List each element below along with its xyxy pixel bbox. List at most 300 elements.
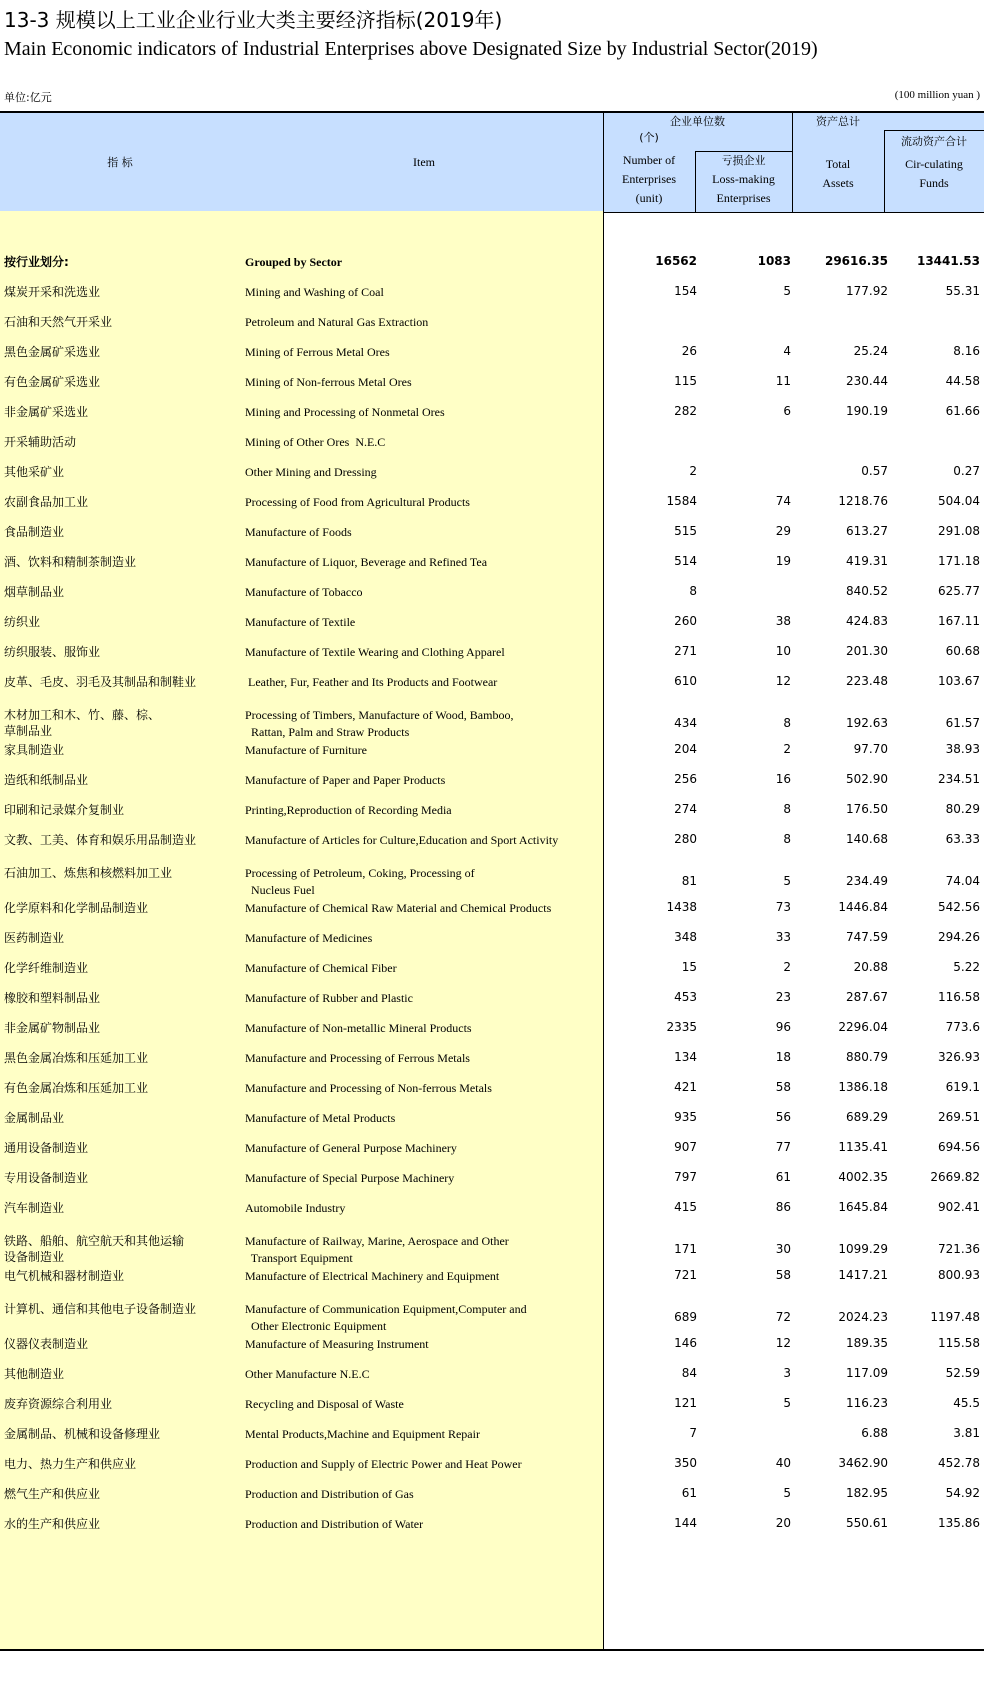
- row-name-en: Manufacture of Textile Wearing and Clothing Apparel: [245, 645, 505, 659]
- row-name-en: Manufacture of Chemical Fiber: [245, 961, 397, 975]
- row-name-en: Manufacture of Metal Products: [245, 1111, 396, 1125]
- row-name-en: Leather, Fur, Feather and Its Products and Footwear: [245, 675, 498, 689]
- cell-circulating-funds: 902.41: [938, 1200, 980, 1214]
- cell-total-assets: 4002.35: [838, 1170, 888, 1184]
- row-name-en: Production and Supply of Electric Power and Heat Power: [245, 1457, 522, 1471]
- row-name-en: Production and Distribution of Gas: [245, 1487, 414, 1501]
- cell-num-enterprises: 348: [674, 930, 697, 944]
- cell-circulating-funds: 694.56: [938, 1140, 980, 1154]
- cell-loss-making: 18: [775, 1050, 791, 1064]
- cell-circulating-funds: 63.33: [945, 832, 980, 846]
- table-row: [0, 614, 984, 646]
- row-name-cn: 废弃资源综合利用业: [4, 1397, 113, 1411]
- cell-num-enterprises: 16562: [655, 254, 697, 268]
- table-row: [0, 584, 984, 616]
- cell-total-assets: 3462.90: [838, 1456, 888, 1470]
- row-name-cn: 纺织服装、服饰业: [4, 645, 101, 659]
- cell-loss-making: 29: [775, 524, 791, 538]
- cell-total-assets: 1446.84: [838, 900, 888, 914]
- cell-num-enterprises: 81: [681, 874, 697, 888]
- row-name-en: Production and Distribution of Water: [245, 1517, 424, 1531]
- cell-num-enterprises: 144: [674, 1516, 697, 1530]
- row-name-cn: 印刷和记录媒介复制业: [4, 803, 125, 817]
- cell-num-enterprises: 689: [674, 1310, 697, 1324]
- row-name-cn: 电力、热力生产和供应业: [4, 1457, 137, 1471]
- cell-circulating-funds: 625.77: [938, 584, 980, 598]
- cell-total-assets: 177.92: [846, 284, 888, 298]
- table-row: [0, 704, 984, 744]
- table-row: [0, 1426, 984, 1458]
- cell-total-assets: 613.27: [846, 524, 888, 538]
- cell-loss-making: 56: [775, 1110, 791, 1124]
- table-row: [0, 284, 984, 316]
- table-row: [0, 960, 984, 992]
- cell-num-enterprises: 8: [689, 584, 697, 598]
- page-title-cn: 13-3 规模以上工业企业行业大类主要经济指标(2019年): [4, 8, 503, 32]
- cell-loss-making: 58: [775, 1268, 791, 1282]
- cell-circulating-funds: 61.66: [945, 404, 980, 418]
- cell-num-enterprises: 280: [674, 832, 697, 846]
- cell-circulating-funds: 44.58: [945, 374, 980, 388]
- row-name-cn: 黑色金属冶炼和压延加工业: [4, 1051, 149, 1065]
- cell-circulating-funds: 171.18: [938, 554, 980, 568]
- cell-total-assets: 550.61: [846, 1516, 888, 1530]
- unit-label-cn: 单位:亿元: [4, 91, 52, 104]
- cell-total-assets: 201.30: [846, 644, 888, 658]
- cell-loss-making: 8: [783, 832, 791, 846]
- header-loss-making-cn: 亏损企业: [721, 154, 766, 167]
- cell-loss-making: 12: [775, 1336, 791, 1350]
- table-row: [0, 1516, 984, 1548]
- header-circulating-en: Cir-culating Funds: [905, 157, 963, 190]
- row-name-en: Mining and Washing of Coal: [245, 285, 384, 299]
- cell-loss-making: 3: [783, 1366, 791, 1380]
- cell-num-enterprises: 204: [674, 742, 697, 756]
- cell-num-enterprises: 350: [674, 1456, 697, 1470]
- row-name-cn: 其他采矿业: [4, 465, 65, 479]
- cell-loss-making: 16: [775, 772, 791, 786]
- cell-loss-making: 61: [775, 1170, 791, 1184]
- row-name-en: Manufacture of Communication Equipment,Computer and Other Electronic Equipment: [245, 1302, 527, 1333]
- cell-loss-making: 86: [775, 1200, 791, 1214]
- row-name-en: Other Mining and Dressing: [245, 465, 377, 479]
- table-row: [0, 1486, 984, 1518]
- row-name-en: Manufacture of Medicines: [245, 931, 373, 945]
- table-row: [0, 554, 984, 586]
- row-name-en: Manufacture of Liquor, Beverage and Refined Tea: [245, 555, 488, 569]
- row-name-en: Manufacture of General Purpose Machinery: [245, 1141, 457, 1155]
- row-name-cn: 非金属矿物制品业: [4, 1021, 101, 1035]
- cell-circulating-funds: 103.67: [938, 674, 980, 688]
- row-name-cn: 造纸和纸制品业: [4, 773, 89, 787]
- table-row: [0, 990, 984, 1022]
- cell-circulating-funds: 55.31: [945, 284, 980, 298]
- unit-label-en: (100 million yuan ): [894, 89, 980, 101]
- cell-circulating-funds: 52.59: [945, 1366, 980, 1380]
- row-name-en: Petroleum and Natural Gas Extraction: [245, 315, 429, 329]
- table-row: [0, 464, 984, 496]
- row-name-cn: 其他制造业: [4, 1367, 65, 1381]
- row-name-cn: 纺织业: [4, 615, 41, 629]
- cell-total-assets: 1386.18: [838, 1080, 888, 1094]
- row-name-en: Processing of Timbers, Manufacture of Wood, Bamboo, Rattan, Palm and Straw Products: [245, 708, 514, 739]
- cell-circulating-funds: 452.78: [938, 1456, 980, 1470]
- row-name-en: Processing of Petroleum, Coking, Processing of Nucleus Fuel: [245, 866, 475, 897]
- cell-total-assets: 29616.35: [824, 254, 888, 268]
- cell-loss-making: 30: [775, 1242, 791, 1256]
- row-name-cn: 电气机械和器材制造业: [4, 1269, 125, 1283]
- table-row: [0, 1140, 984, 1172]
- table-row: [0, 374, 984, 406]
- row-name-en: Manufacture and Processing of Ferrous Metals: [245, 1051, 470, 1065]
- cell-loss-making: 73: [775, 900, 791, 914]
- cell-circulating-funds: 326.93: [938, 1050, 980, 1064]
- row-name-cn: 石油加工、炼焦和核燃料加工业: [4, 866, 173, 880]
- row-name-en: Manufacture of Special Purpose Machinery: [245, 1171, 455, 1185]
- cell-loss-making: 1083: [757, 254, 791, 268]
- table-row: [0, 1020, 984, 1052]
- table-row: [0, 1110, 984, 1142]
- cell-circulating-funds: 115.58: [938, 1336, 980, 1350]
- row-name-cn: 汽车制造业: [4, 1201, 65, 1215]
- table-row: [0, 802, 984, 834]
- row-name-cn: 有色金属矿采选业: [4, 375, 101, 389]
- cell-num-enterprises: 84: [681, 1366, 697, 1380]
- row-name-cn: 化学原料和化学制品制造业: [4, 901, 149, 915]
- table-row: [0, 404, 984, 436]
- header-indicator-cn: 指 标: [107, 156, 133, 169]
- row-name-cn: 化学纤维制造业: [4, 961, 89, 975]
- row-name-en: Grouped by Sector: [245, 255, 343, 269]
- cell-circulating-funds: 721.36: [938, 1242, 980, 1256]
- cell-loss-making: 38: [775, 614, 791, 628]
- cell-total-assets: 0.57: [861, 464, 888, 478]
- cell-total-assets: 230.44: [846, 374, 888, 388]
- cell-loss-making: 8: [783, 802, 791, 816]
- cell-loss-making: 74: [775, 494, 791, 508]
- cell-circulating-funds: 74.04: [945, 874, 980, 888]
- cell-total-assets: 1099.29: [838, 1242, 888, 1256]
- table-bottom-rule: [0, 1649, 984, 1651]
- cell-circulating-funds: 773.6: [945, 1020, 980, 1034]
- cell-loss-making: 5: [783, 284, 791, 298]
- row-name-cn: 仪器仪表制造业: [4, 1337, 89, 1351]
- cell-circulating-funds: 542.56: [938, 900, 980, 914]
- cell-loss-making: 12: [775, 674, 791, 688]
- cell-total-assets: 234.49: [846, 874, 888, 888]
- cell-total-assets: 192.63: [846, 716, 888, 730]
- row-name-en: Recycling and Disposal of Waste: [245, 1397, 404, 1411]
- row-name-cn: 家具制造业: [4, 743, 65, 757]
- row-name-cn: 石油和天然气开采业: [4, 315, 113, 329]
- cell-circulating-funds: 38.93: [945, 742, 980, 756]
- cell-total-assets: 189.35: [846, 1336, 888, 1350]
- cell-circulating-funds: 54.92: [945, 1486, 980, 1500]
- cell-num-enterprises: 171: [674, 1242, 697, 1256]
- row-name-en: Manufacture of Articles for Culture,Education and Sport Activity: [245, 833, 559, 847]
- table-row: [0, 772, 984, 804]
- cell-total-assets: 1135.41: [838, 1140, 888, 1154]
- row-name-cn: 医药制造业: [4, 931, 65, 945]
- row-name-cn: 黑色金属矿采选业: [4, 345, 101, 359]
- cell-total-assets: 502.90: [846, 772, 888, 786]
- cell-circulating-funds: 5.22: [953, 960, 980, 974]
- cell-total-assets: 116.23: [846, 1396, 888, 1410]
- cell-total-assets: 424.83: [846, 614, 888, 628]
- cell-circulating-funds: 2669.82: [930, 1170, 980, 1184]
- cell-num-enterprises: 907: [674, 1140, 697, 1154]
- table-row: [0, 1230, 984, 1270]
- table-header: [0, 111, 984, 213]
- cell-num-enterprises: 515: [674, 524, 697, 538]
- row-name-cn: 木材加工和木、竹、藤、棕、 草制品业: [4, 708, 161, 738]
- cell-circulating-funds: 800.93: [938, 1268, 980, 1282]
- row-name-cn: 铁路、船舶、航空航天和其他运输 设备制造业: [4, 1234, 185, 1264]
- cell-circulating-funds: 3.81: [953, 1426, 980, 1440]
- cell-loss-making: 72: [775, 1310, 791, 1324]
- cell-num-enterprises: 434: [674, 716, 697, 730]
- cell-circulating-funds: 60.68: [945, 644, 980, 658]
- row-name-cn: 有色金属冶炼和压延加工业: [4, 1081, 149, 1095]
- cell-total-assets: 223.48: [846, 674, 888, 688]
- table-row: [0, 1080, 984, 1112]
- cell-circulating-funds: 0.27: [953, 464, 980, 478]
- cell-total-assets: 190.19: [846, 404, 888, 418]
- cell-total-assets: 287.67: [846, 990, 888, 1004]
- cell-num-enterprises: 421: [674, 1080, 697, 1094]
- row-name-en: Mining and Processing of Nonmetal Ores: [245, 405, 445, 419]
- cell-num-enterprises: 1584: [666, 494, 697, 508]
- cell-circulating-funds: 80.29: [945, 802, 980, 816]
- cell-loss-making: 5: [783, 874, 791, 888]
- table-row: [0, 900, 984, 932]
- cell-num-enterprises: 514: [674, 554, 697, 568]
- cell-loss-making: 40: [775, 1456, 791, 1470]
- row-name-cn: 金属制品业: [4, 1111, 65, 1125]
- cell-total-assets: 140.68: [846, 832, 888, 846]
- table-row: [0, 1366, 984, 1398]
- cell-circulating-funds: 61.57: [945, 716, 980, 730]
- cell-total-assets: 747.59: [846, 930, 888, 944]
- row-name-cn: 酒、饮料和精制茶制造业: [4, 555, 137, 569]
- row-name-en: Automobile Industry: [245, 1201, 346, 1215]
- row-name-cn: 计算机、通信和其他电子设备制造业: [4, 1302, 197, 1316]
- cell-loss-making: 33: [775, 930, 791, 944]
- cell-total-assets: 20.88: [853, 960, 888, 974]
- cell-loss-making: 6: [783, 404, 791, 418]
- row-name-en: Manufacture of Foods: [245, 525, 352, 539]
- cell-loss-making: 96: [775, 1020, 791, 1034]
- table-row: [0, 674, 984, 706]
- cell-num-enterprises: 2: [689, 464, 697, 478]
- table-row: [0, 832, 984, 864]
- row-name-en: Manufacture of Non-metallic Mineral Products: [245, 1021, 472, 1035]
- cell-num-enterprises: 2335: [666, 1020, 697, 1034]
- cell-circulating-funds: 291.08: [938, 524, 980, 538]
- row-name-en: Printing,Reproduction of Recording Media: [245, 803, 452, 817]
- cell-total-assets: 2296.04: [838, 1020, 888, 1034]
- row-name-en: Manufacture and Processing of Non-ferrous Metals: [245, 1081, 492, 1095]
- cell-loss-making: 11: [775, 374, 791, 388]
- header-total-assets-en: Total Assets: [822, 157, 854, 190]
- cell-num-enterprises: 1438: [666, 900, 697, 914]
- row-name-en: Manufacture of Textile: [245, 615, 356, 629]
- cell-num-enterprises: 935: [674, 1110, 697, 1124]
- cell-num-enterprises: 7: [689, 1426, 697, 1440]
- row-name-en: Manufacture of Railway, Marine, Aerospace and Other Transport Equipment: [245, 1234, 509, 1265]
- cell-loss-making: 2: [783, 960, 791, 974]
- cell-circulating-funds: 45.5: [953, 1396, 980, 1410]
- header-loss-making-en: Loss-making Enterprises: [712, 172, 775, 205]
- row-name-en: Mining of Other Ores N.E.C: [245, 435, 386, 449]
- row-name-cn: 农副食品加工业: [4, 495, 89, 509]
- cell-total-assets: 6.88: [861, 1426, 888, 1440]
- row-name-en: Manufacture of Furniture: [245, 743, 367, 757]
- row-name-en: Other Manufacture N.E.C: [245, 1367, 370, 1381]
- page-title-en: Main Economic indicators of Industrial Enterprises above Designated Size by Industrial Sector(2019): [4, 38, 818, 60]
- cell-num-enterprises: 154: [674, 284, 697, 298]
- table-row: [0, 1396, 984, 1428]
- cell-loss-making: 19: [775, 554, 791, 568]
- cell-total-assets: 1218.76: [838, 494, 888, 508]
- cell-num-enterprises: 282: [674, 404, 697, 418]
- cell-total-assets: 97.70: [853, 742, 888, 756]
- table-row: [0, 1456, 984, 1488]
- cell-total-assets: 880.79: [846, 1050, 888, 1064]
- row-name-cn: 烟草制品业: [4, 585, 65, 599]
- row-name-cn: 开采辅助活动: [4, 435, 77, 449]
- cell-loss-making: 5: [783, 1486, 791, 1500]
- cell-loss-making: 77: [775, 1140, 791, 1154]
- cell-loss-making: 8: [783, 716, 791, 730]
- cell-num-enterprises: 260: [674, 614, 697, 628]
- header-num-enterprises-cn: 企业单位数: [670, 115, 725, 128]
- cell-total-assets: 182.95: [846, 1486, 888, 1500]
- header-item-en: Item: [413, 155, 435, 169]
- cell-circulating-funds: 234.51: [938, 772, 980, 786]
- cell-total-assets: 117.09: [846, 1366, 888, 1380]
- cell-num-enterprises: 115: [674, 374, 697, 388]
- cell-circulating-funds: 167.11: [938, 614, 980, 628]
- row-name-cn: 专用设备制造业: [4, 1171, 89, 1185]
- header-total-assets-cn: 资产总计: [816, 115, 860, 128]
- cell-loss-making: 23: [775, 990, 791, 1004]
- table-row: [0, 930, 984, 962]
- cell-num-enterprises: 415: [674, 1200, 697, 1214]
- cell-total-assets: 1417.21: [838, 1268, 888, 1282]
- cell-loss-making: 4: [783, 344, 791, 358]
- cell-circulating-funds: 504.04: [938, 494, 980, 508]
- table-row: [0, 742, 984, 774]
- table-row: [0, 1170, 984, 1202]
- cell-circulating-funds: 8.16: [953, 344, 980, 358]
- cell-loss-making: 20: [775, 1516, 791, 1530]
- row-name-en: Manufacture of Measuring Instrument: [245, 1337, 429, 1351]
- cell-total-assets: 25.24: [853, 344, 888, 358]
- cell-total-assets: 1645.84: [838, 1200, 888, 1214]
- row-name-en: Processing of Food from Agricultural Products: [245, 495, 470, 509]
- table-row: [0, 1268, 984, 1300]
- cell-total-assets: 2024.23: [838, 1310, 888, 1324]
- cell-num-enterprises: 453: [674, 990, 697, 1004]
- cell-circulating-funds: 619.1: [945, 1080, 980, 1094]
- cell-num-enterprises: 26: [681, 344, 697, 358]
- cell-circulating-funds: 135.86: [938, 1516, 980, 1530]
- table-row: [0, 1050, 984, 1082]
- row-name-cn: 橡胶和塑料制品业: [4, 991, 101, 1005]
- row-name-cn: 燃气生产和供应业: [4, 1487, 101, 1501]
- row-name-en: Mining of Ferrous Metal Ores: [245, 345, 390, 359]
- table-row: [0, 494, 984, 526]
- table-row: [0, 524, 984, 556]
- table-row: [0, 344, 984, 376]
- cell-num-enterprises: 256: [674, 772, 697, 786]
- cell-circulating-funds: 1197.48: [930, 1310, 980, 1324]
- table-row: [0, 644, 984, 676]
- row-name-en: Manufacture of Tobacco: [245, 585, 363, 599]
- cell-circulating-funds: 116.58: [938, 990, 980, 1004]
- row-name-cn: 金属制品、机械和设备修理业: [4, 1427, 161, 1441]
- cell-total-assets: 840.52: [846, 584, 888, 598]
- row-name-en: Mental Products,Machine and Equipment Repair: [245, 1427, 480, 1441]
- cell-loss-making: 2: [783, 742, 791, 756]
- table-row: [0, 1336, 984, 1368]
- row-name-cn: 煤炭开采和洗选业: [4, 285, 101, 299]
- header-num-enterprises-unit: (个): [639, 131, 659, 144]
- header-num-enterprises-en: Number of Enterprises (unit): [622, 153, 676, 205]
- row-name-en: Manufacture of Paper and Paper Products: [245, 773, 446, 787]
- cell-circulating-funds: 294.26: [938, 930, 980, 944]
- table-row: [0, 862, 984, 902]
- row-name-en: Manufacture of Electrical Machinery and Equipment: [245, 1269, 500, 1283]
- cell-num-enterprises: 15: [681, 960, 697, 974]
- header-circulating-cn: 流动资产合计: [901, 135, 967, 148]
- cell-num-enterprises: 146: [674, 1336, 697, 1350]
- cell-circulating-funds: 269.51: [938, 1110, 980, 1124]
- row-name-cn: 文教、工美、体育和娱乐用品制造业: [4, 833, 197, 847]
- cell-num-enterprises: 721: [674, 1268, 697, 1282]
- cell-num-enterprises: 610: [674, 674, 697, 688]
- row-name-cn: 皮革、毛皮、羽毛及其制品和制鞋业: [4, 675, 197, 689]
- row-name-cn: 食品制造业: [4, 525, 65, 539]
- row-name-en: Manufacture of Rubber and Plastic: [245, 991, 413, 1005]
- row-name-cn: 通用设备制造业: [4, 1141, 89, 1155]
- cell-num-enterprises: 121: [674, 1396, 697, 1410]
- row-name-en: Mining of Non-ferrous Metal Ores: [245, 375, 412, 389]
- cell-num-enterprises: 134: [674, 1050, 697, 1064]
- row-name-en: Manufacture of Chemical Raw Material and Chemical Products: [245, 901, 552, 915]
- cell-num-enterprises: 61: [681, 1486, 697, 1500]
- row-name-cn: 非金属矿采选业: [4, 405, 89, 419]
- table-row: [0, 1298, 984, 1338]
- cell-loss-making: 10: [775, 644, 791, 658]
- cell-loss-making: 58: [775, 1080, 791, 1094]
- cell-num-enterprises: 274: [674, 802, 697, 816]
- table-row: [0, 1200, 984, 1232]
- table-row: [0, 434, 984, 466]
- cell-num-enterprises: 271: [674, 644, 697, 658]
- table-row: [0, 314, 984, 346]
- cell-total-assets: 419.31: [846, 554, 888, 568]
- row-name-cn: 按行业划分:: [4, 255, 69, 269]
- cell-num-enterprises: 797: [674, 1170, 697, 1184]
- row-name-cn: 水的生产和供应业: [4, 1517, 101, 1531]
- cell-total-assets: 689.29: [846, 1110, 888, 1124]
- cell-loss-making: 5: [783, 1396, 791, 1410]
- cell-total-assets: 176.50: [846, 802, 888, 816]
- table-row: [0, 254, 984, 286]
- cell-circulating-funds: 13441.53: [916, 254, 980, 268]
